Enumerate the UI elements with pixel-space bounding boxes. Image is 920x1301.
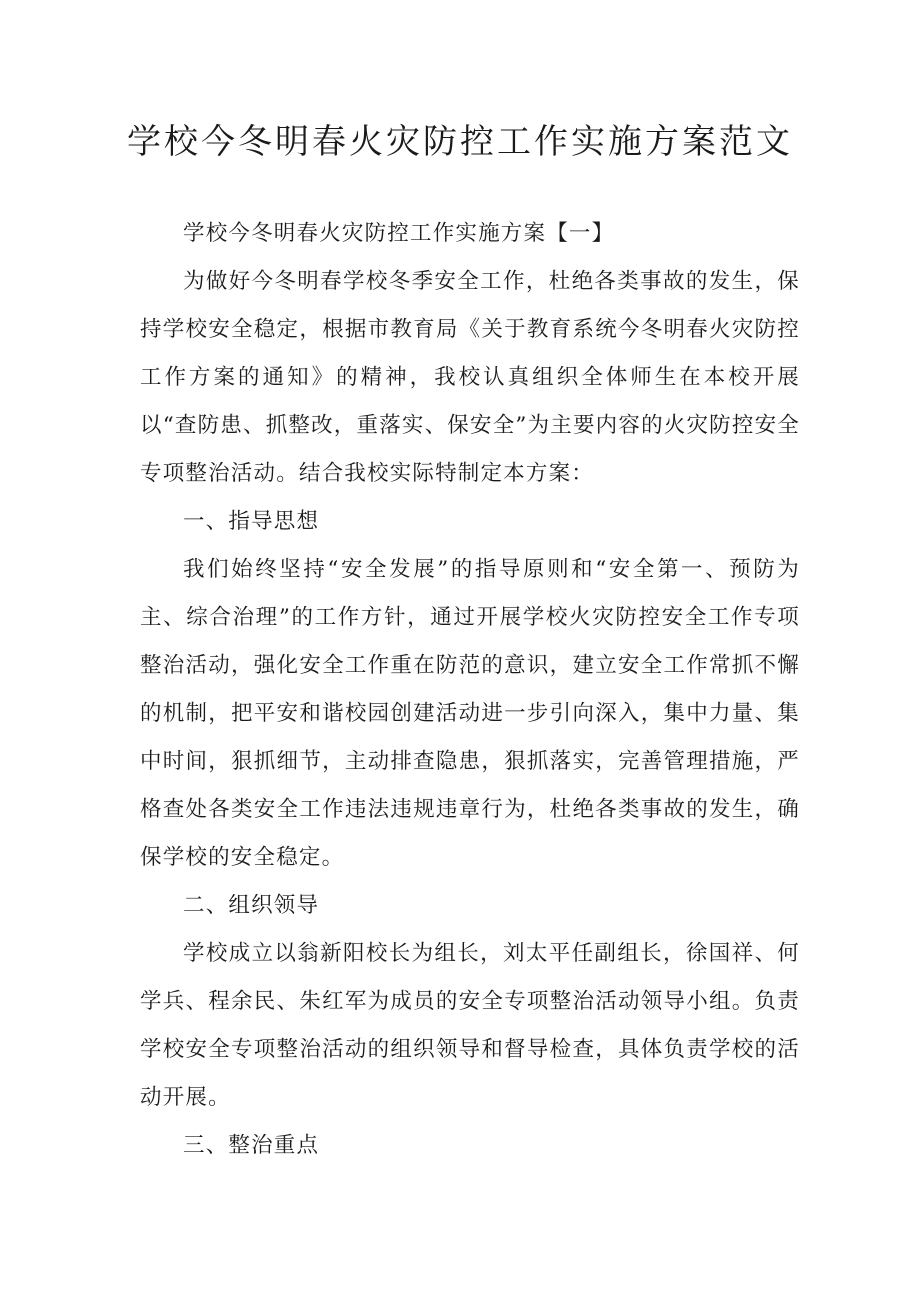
section-body-guiding-ideology: 我们始终坚持“安全发展”的指导原则和“安全第一、预防为主、综合治理”的工作方针，通过开展学校火灾防控安全工作专项整治活动，强化安全工作重在防范的意识，建立安全工作常抓不懈的机制，把平安和谐校园创建活动进一步引向深入，集中力量、集中时间，狠抓细节，主动排查隐患，狠抓落实，完善管理措施，严格查处各类安全工作违法违规违章行为，杜绝各类事故的发生，确保学校的安全稳定。 (140, 557, 800, 870)
document-body (140, 210, 800, 1170)
intro-paragraph: 为做好今冬明春学校冬季安全工作，杜绝各类事故的发生，保持学校安全稳定，根据市教育局《关于教育系统今冬明春火灾防控工作方案的通知》的精神，我校认真组织全体师生在本校开展以“查防患、抓整改，重落实、保安全”为主要内容的火灾防控安全专项整治活动。结合我校实际特制定本方案： (140, 269, 800, 486)
section-body-organization: 学校成立以翁新阳校长为组长，刘太平任副组长，徐国祥、何学兵、程余民、朱红军为成员的安全专项整治活动领导小组。负责学校安全专项整治活动的组织领导和督导检查，具体负责学校的活动开展。 (140, 941, 800, 1110)
section-heading-rectification-focus: 三、整治重点 (183, 1133, 320, 1158)
section-heading-organization: 二、组织领导 (183, 893, 320, 918)
document-subtitle: 学校今冬明春火灾防控工作实施方案【一】 (183, 221, 615, 246)
document-title: 学校今冬明春火灾防控工作实施方案范文 (127, 122, 793, 162)
section-heading-guiding-ideology: 一、指导思想 (183, 509, 320, 534)
